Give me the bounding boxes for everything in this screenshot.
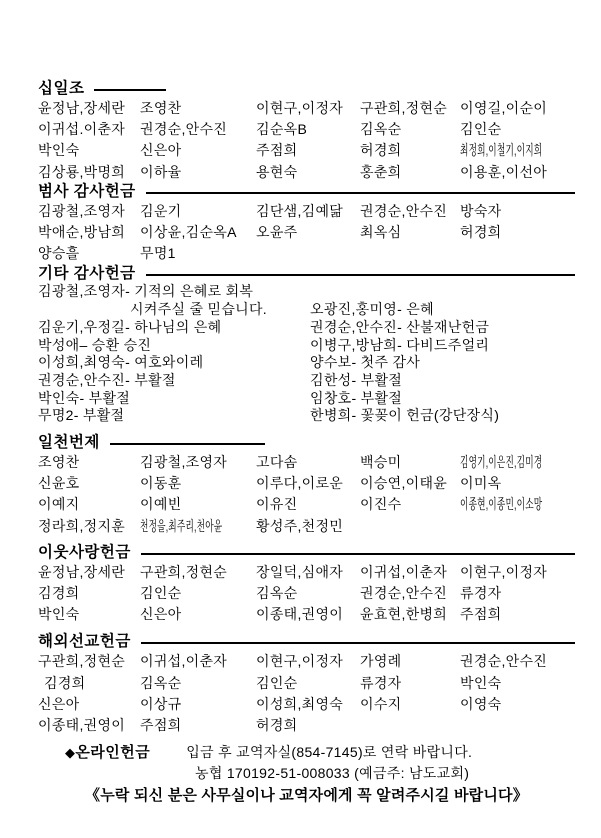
donor-name: 윤정남,장세란 <box>38 100 126 116</box>
donation-entry: 이성희,최영숙- 여호와이레 <box>38 354 204 371</box>
name-row <box>38 201 575 222</box>
donor-name: 오윤주 <box>256 224 298 241</box>
name-row <box>38 562 575 583</box>
donor-name: 허경희 <box>256 717 298 734</box>
donor-name: 윤효현,한병희 <box>360 606 448 623</box>
donor-name: 박인숙 <box>38 142 80 159</box>
overseas-mission-name-grid <box>38 651 575 736</box>
donor-name: 이현구,이정자 <box>256 100 344 116</box>
donor-name: 김광철,조영자 <box>140 454 228 471</box>
section-misc-thanks <box>38 265 575 425</box>
name-row <box>38 243 575 264</box>
section-neighbor-love <box>38 544 575 626</box>
donation-entry: 권경순,안수진- 산불재난헌금 <box>310 318 490 335</box>
section-title: 범사 감사헌금 <box>38 182 136 200</box>
donor-name: 이예빈 <box>140 496 182 513</box>
donor-name: 허경희 <box>360 142 402 159</box>
donor-name: 이미옥 <box>460 475 502 492</box>
section-general-thanks-header <box>38 183 575 201</box>
donor-name: 김경희 <box>38 585 80 602</box>
donation-entry: 한병희- 꽃꽂이 헌금(강단장식) <box>310 407 500 424</box>
online-donation-instruction: 입금 후 교역자실(854-7145)로 연락 바랍니다. <box>186 744 473 761</box>
donor-name: 주점희 <box>140 717 182 734</box>
name-row <box>38 494 575 515</box>
name-row <box>38 583 575 604</box>
donor-name: 이진수 <box>360 496 402 513</box>
donor-name: 김인순 <box>256 674 298 691</box>
name-row <box>38 651 575 672</box>
section-rule <box>146 274 575 276</box>
donation-entry: 김운기,우정길- 하나님의 은혜 <box>38 318 222 335</box>
diamond-icon: ◆ <box>65 745 76 761</box>
donor-name: 이수지 <box>360 695 402 712</box>
donor-name: 이종태,권영이 <box>256 606 344 623</box>
thousand-name-grid <box>38 452 575 537</box>
donor-name: 이루다,이로운 <box>256 475 344 492</box>
donor-name: 구관희,정현순 <box>360 100 448 116</box>
donor-name: 이상윤,김순옥A <box>140 224 237 241</box>
entry-row <box>38 283 575 301</box>
donor-name: 홍춘희 <box>360 163 402 180</box>
donor-name: 이현구,이정자 <box>256 653 344 670</box>
name-row <box>38 473 575 494</box>
donor-name: 이귀섭,이춘자 <box>140 653 228 670</box>
donor-name: 이종태,권영이 <box>38 717 126 734</box>
donor-name: 권경순,안수진 <box>460 653 548 670</box>
donor-name: 김영기,이은진,김미경 <box>460 454 543 471</box>
donation-entry: 양수보- 첫주 감사 <box>310 354 421 371</box>
donor-name: 신윤호 <box>38 475 80 492</box>
donor-name: 신은아 <box>140 606 182 623</box>
donor-name: 조영찬 <box>38 454 80 471</box>
donor-name: 신은아 <box>38 695 80 712</box>
donor-name: 김옥순 <box>140 674 182 691</box>
donor-name: 조영찬 <box>140 100 182 116</box>
donor-name: 김인순 <box>140 585 182 602</box>
online-donation-label: 온라인헌금 <box>75 744 151 762</box>
donor-name: 권경순,안수진 <box>360 585 448 602</box>
entry-row <box>38 319 575 337</box>
name-row <box>38 516 575 537</box>
section-neighbor-love-header <box>38 544 575 562</box>
tithe-name-grid <box>38 98 575 183</box>
section-thousand-offerings <box>38 434 575 537</box>
donation-entry: 오광진,홍미영- 은혜 <box>310 301 434 318</box>
entry-row <box>38 390 575 408</box>
donor-name: 방숙자 <box>460 202 502 219</box>
entry-row <box>38 337 575 355</box>
neighbor-love-name-grid <box>38 562 575 626</box>
donor-name: 김광철,조영자 <box>38 202 126 219</box>
entry-row <box>38 354 575 372</box>
name-row <box>38 673 575 694</box>
donor-name: 김순옥B <box>256 121 308 138</box>
donor-name: 이유진 <box>256 496 298 513</box>
section-rule <box>141 553 575 555</box>
donor-name: 이현구,이정자 <box>460 563 548 580</box>
section-tithe-header <box>38 80 575 98</box>
name-row <box>38 119 575 140</box>
donor-name: 류경자 <box>360 674 402 691</box>
donor-name: 정라희,정지훈 <box>38 517 126 534</box>
section-title: 십일조 <box>38 80 85 97</box>
section-overseas-mission-header <box>38 633 575 651</box>
donor-name: 이귀섭.이춘자 <box>38 121 126 138</box>
donor-name: 이하율 <box>140 163 182 180</box>
donation-entry-wrap: 시켜주실 줄 믿습니다. <box>130 301 267 318</box>
donor-name: 김옥순 <box>360 121 402 138</box>
section-overseas-mission <box>38 633 575 736</box>
donor-name: 주점희 <box>460 606 502 623</box>
donor-name: 이성희,최영숙 <box>256 695 344 712</box>
donor-name: 박인숙 <box>38 606 80 623</box>
donation-entry: 무명2- 부활절 <box>38 407 125 424</box>
section-tithe <box>38 80 575 183</box>
donor-name: 이영숙 <box>460 695 502 712</box>
donor-name: 구관희,정현순 <box>38 653 126 670</box>
online-donation-row <box>38 742 575 763</box>
donor-name: 구관희,정현순 <box>140 563 228 580</box>
bank-account-line: 농협 170192-51-008033 (예금주: 남도교회) <box>195 765 470 782</box>
donor-name: 장일덕,심애자 <box>256 563 344 580</box>
donor-name: 류경자 <box>460 585 502 602</box>
donor-name: 박애순,방남희 <box>38 224 126 241</box>
section-rule <box>94 89 166 91</box>
omission-notice: 《누락 되신 분은 사무실이나 교역자에게 꼭 알려주시길 바랍니다》 <box>85 787 528 805</box>
donor-name: 이종현,이종민,이소망 <box>460 496 543 513</box>
name-row <box>38 604 575 625</box>
name-row <box>38 140 575 161</box>
donor-name: 무명1 <box>140 245 176 262</box>
donor-name: 이예지 <box>38 496 80 513</box>
donation-entry: 임창호- 부활절 <box>310 389 403 406</box>
donation-entry: 권경순,안수진- 부활절 <box>38 371 176 388</box>
name-row <box>38 222 575 243</box>
donor-name: 이귀섭,이춘자 <box>360 563 448 580</box>
donor-name: 백승미 <box>360 454 402 471</box>
donor-name: 김경희 <box>44 674 86 691</box>
section-misc-thanks-header <box>38 265 575 283</box>
donation-entry: 김광철,조영자- 기적의 은혜로 회복 <box>38 283 254 300</box>
donor-name: 김운기 <box>140 202 182 219</box>
donation-entry: 박성애– 승환 승진 <box>38 336 152 353</box>
section-rule <box>141 642 575 644</box>
section-title: 일천번제 <box>38 434 100 452</box>
donor-name: 천정을,최주리,천아윤 <box>140 517 223 534</box>
name-row <box>38 715 575 736</box>
donor-name: 이상규 <box>140 695 182 712</box>
section-general-thanks <box>38 183 575 265</box>
donor-name: 권경순,안수진 <box>360 202 448 219</box>
name-row <box>38 694 575 715</box>
section-rule <box>110 443 265 445</box>
section-title: 이웃사랑헌금 <box>38 543 131 561</box>
donor-name: 이승연,이태윤 <box>360 475 448 492</box>
donor-name: 김옥순 <box>256 585 298 602</box>
misc-thanks-entries <box>38 283 575 425</box>
name-row <box>38 452 575 473</box>
name-row <box>38 98 575 119</box>
donor-name: 이동훈 <box>140 475 182 492</box>
donation-entry: 김한성- 부활절 <box>310 371 403 388</box>
donor-name: 권경순,안수진 <box>140 121 228 138</box>
section-title: 해외선교헌금 <box>38 633 131 651</box>
donor-name: 김상룡,박명희 <box>38 163 126 180</box>
donor-name: 허경희 <box>460 224 502 241</box>
donor-name: 양승흘 <box>38 245 80 262</box>
donor-name: 용현숙 <box>256 163 298 180</box>
donor-name: 박인숙 <box>460 674 502 691</box>
donor-name: 이용훈,이선아 <box>460 163 548 180</box>
donor-name: 가영례 <box>360 653 402 670</box>
donor-name: 윤정남,장세란 <box>38 563 126 580</box>
donor-name: 황성주,천정민 <box>256 517 344 534</box>
donor-name: 김단샘,김예닮 <box>256 202 344 219</box>
online-donation-footer <box>38 742 575 807</box>
donation-entry <box>310 283 575 301</box>
donor-name: 신은아 <box>140 142 182 159</box>
section-rule <box>146 192 575 194</box>
donation-entry: 이병구,방남희- 다비드주얼리 <box>310 336 490 353</box>
entry-row <box>38 372 575 390</box>
general-thanks-name-grid <box>38 201 575 265</box>
donor-name: 주점희 <box>256 142 298 159</box>
entry-row <box>38 407 575 425</box>
entry-row <box>38 301 575 319</box>
donation-entry: 박인숙- 부활절 <box>38 389 131 406</box>
section-thousand-header <box>38 434 575 452</box>
name-row <box>38 162 575 183</box>
donor-name: 김인순 <box>460 121 502 138</box>
donor-name: 최정희,이철기,이지희 <box>460 142 543 159</box>
donor-name: 이영길,이순이 <box>460 100 548 116</box>
donor-name: 고다솜 <box>256 454 298 471</box>
section-title: 기타 감사헌금 <box>38 265 136 283</box>
donor-name: 최옥심 <box>360 224 402 241</box>
